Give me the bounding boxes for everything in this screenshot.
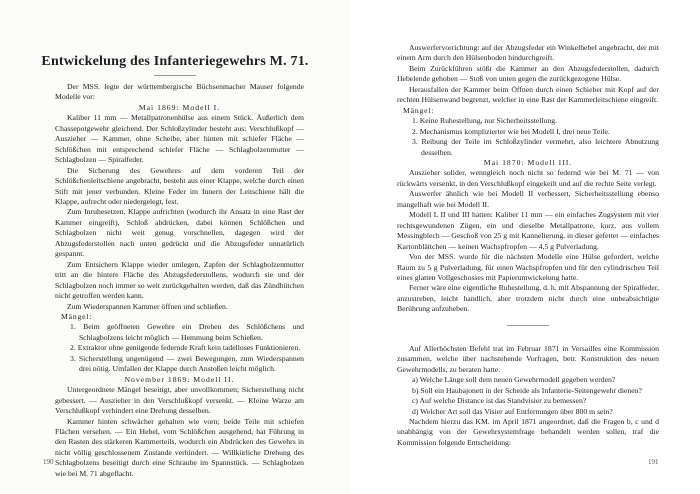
paragraph: Auswerfer ähnlich wie bei Modell II verbessert, Sicherheitsstellung ebenso mangelhaft wie bei Modell II.	[397, 189, 659, 209]
list-item: 1. Keine Ruhestellung, nur Sicherheitsstellung.	[412, 116, 557, 126]
right-page	[350, 0, 700, 494]
paragraph: Nachdem hierzu das KM. im April 1871 angeordnet, daß die Fragen b, c und d unabhängig von der Gewehrsystemfrage behandelt werden sollen, traf die Kommission folgende Entscheidung:	[397, 416, 659, 447]
list-item: 3. Sicherstellung ungenügend — zwei Bewegungen, zum Wiederspannen drei nötig. Umfallen der Klappe durch Anstoßen leicht möglich.	[70, 353, 304, 374]
page-number-right: 191	[648, 458, 659, 466]
paragraph: Ferner wäre eine eigentliche Ruhestellung, d. h. mit Abspannung der Spiralfeder, anzustreben, leicht handlich, aber trotzdem nicht durch eine unbeabsichtigte Berührung aufzuheben.	[397, 283, 659, 314]
paragraph: Auswerfervorrichtung: auf der Abzugsfeder ein Winkelhebel angebracht, der mit einem Arm durch den Hülsenboden hindurchgreift.	[397, 43, 659, 63]
paragraph: Zum Entsichern Klappe wieder umlegen, Zapfen der Schlagbolzenmutter tritt an die hintere Fläche des Abzugsfederstollens, wodurch sie und der Schlagbolzen noch immer so weit zurückgehalten werden, daß das Zündhütchen nicht getroffen werden kann.	[55, 259, 304, 301]
paragraph: Kaliber 11 mm — Metallpatronenhülse aus einem Stück. Äußerlich dem Chassepotgewehr gleichend. Der Schloßzylinder besteht aus: Verschlußkopf — Auszieher — Kammer, ohne Scheibe, aber hinten mit schiefer Fläche — Schlößchen mit entsprechend schiefer Fläche — Schlagbolzenmutter — Schlagbolzen — Spiralfeder.	[55, 113, 304, 165]
list-label: Mängel:	[61, 311, 93, 321]
paragraph: Kammer hinten schwächer gehalten wie vorn; beide Teile mit schiefen Flächen versehen. — Ein Hebel, vom Schlößchen ausgehend, hat Führung in den Rasten des stärkeren Kammerteils, wodurch ein Abdrücken des Gewehrs in nicht völlig geschlossenem Zustande verhindert. — Willkürliche Drehung des Schlagbolzens beseitigt durch eine Schraube im Spannstück. — Schlagbolzen wie bei M. 71 abgeflacht.	[55, 416, 304, 478]
list-item: 1. Beim geöffneten Gewehre ein Drehen des Schlößchens und Schlagbolzens leicht möglich — Hemmung beim Schießen.	[70, 322, 304, 342]
right-page-text	[397, 43, 659, 448]
list-item: c) Auf welche Distance ist das Standvisier zu bemessen?	[412, 396, 587, 406]
paragraph: Auszieher solider, wenngleich noch nicht so federnd wie bei M. 71 — von rückwärts versenkt, in den Verschlußkopf eingekeilt und auf die rechte Seite verlegt.	[397, 168, 659, 188]
section-divider	[507, 325, 549, 326]
list-item: 3. Reibung der Teile im Schloßzylinder vermehrt, also leichtere Abnutzung desselben.	[412, 137, 659, 157]
paragraph: Zum Wiederspannen Kammer öffnen und schließen.	[67, 301, 228, 311]
left-page-text	[55, 82, 304, 479]
chapter-title: Entwickelung des Infanteriegewehrs M. 71.	[41, 54, 309, 69]
list-item: 2. Mechanismus komplizierter wie bei Modell I, drei neue Teile.	[412, 126, 610, 136]
paragraph: Auf Allerhöchsten Befehl trat im Februar 1871 in Versailles eine Kommission zusammen, welche über nachstehende Vorfragen, betr. Konstruktion des neuen Gewehrmodells, zu beraten hatte.	[397, 343, 659, 374]
list-item: 2. Extraktor ohne genügende federnde Kraft kein tadelloses Funktionieren.	[70, 343, 301, 353]
section-heading: Mai 1869: Modell I.	[138, 102, 221, 112]
paragraph: Herausfallen der Kammer beim Öffnen durch einen Schieber mit Kopf auf der rechten Hülsenwand begrenzt, welcher in eine Rast der Kammerleitschiene eingreift.	[397, 84, 659, 105]
list-item: d) Welcher Art soll das Visier auf Entfernungen über 800 m sein?	[412, 406, 613, 416]
section-heading: November 1869: Modell II.	[124, 374, 235, 384]
paragraph: Der MSS. legte der württembergische Büchsenmacher Mauser folgende Modelle vor:	[55, 82, 304, 102]
list-item: b) Soll ein Haubajonett in der Scheide als Infanterie-Seitengewehr dienen?	[412, 385, 642, 395]
page-number-left: 190	[43, 458, 54, 466]
paragraph: Untergeordnete Mängel beseitigt, aber unvollkommen; Sicherstellung nicht gebessert. — Auszieher in den Verschlußkopf versenkt. — Kleine Warze am Verschlußkopf verhindert eine Drehung desselben.	[55, 385, 304, 416]
title-divider	[154, 75, 196, 76]
paragraph: Die Sicherung des Gewehres auf dem vorderen Teil der Schlößchenleitschiene angebracht, besteht aus einer Klappe, welche durch einen Stift mit jener verbunden. Kleine Feder im Innern der Leitschiene hält die Klappe, aufrecht oder niedergelegt, fest.	[55, 165, 304, 206]
paragraph: Beim Zurückführen stößt die Kammer an den Abzugsfederstollen, dadurch Hebelende gehoben — Stoß von unten gegen die zurückgezogene Hülse.	[397, 63, 659, 84]
list-item: a) Welche Länge soll dem neuen Gewehrmodell gegeben werden?	[412, 375, 616, 385]
paragraph: Zum Inruhesetzen, Klappe aufrichten (wodurch ihr Ansatz in eine Rast der Kammer eingreift), Schloß abdrücken, dabei können Schlößchen und Schlagbolzen nicht weit genug vorschnellen, dagegen wird der Abzugsfederstollen nach unten gedrückt und die Abzugsfeder unnatürlich gespannt.	[55, 207, 304, 259]
paragraph: Modell I, II und III hatten: Kaliber 11 mm — ein einfaches Zugsystem mit vier rechtsgewundenen Zügen, ein und dieselbe Metallpatrone, kurz, aus vollem Messingblech — Geschoß von 25 g mit Kannelierung, in dieser gefettet — einfaches Kartonblättchen — keinen Wachspfropfen — 4,5 g Pulverladung.	[397, 210, 659, 251]
section-heading: Mai 1870: Modell III.	[483, 157, 573, 167]
paragraph: Von der MSS. wurde für die nächsten Modelle eine Hülse gefordert, welche Raum zu 5 g Pulverladung, für einen Wachspfropfen und für den cylindrischen Teil eines glatten Vollgeschosses mit Papierumwickelung hatte.	[397, 252, 659, 282]
list-label: Mängel:	[403, 105, 435, 115]
